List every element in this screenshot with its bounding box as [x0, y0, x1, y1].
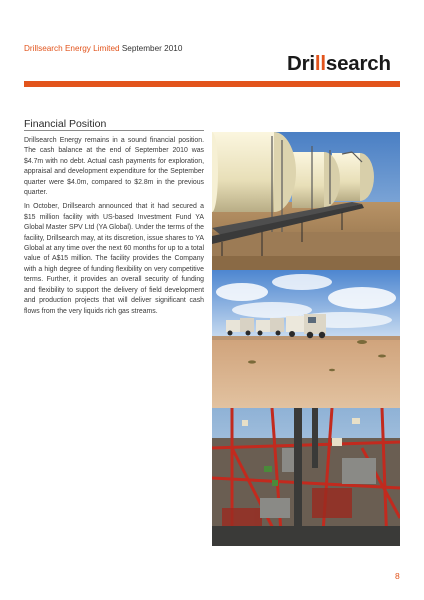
drilling-rig-image	[212, 408, 400, 546]
page-number: 8	[395, 571, 400, 581]
drillsearch-logo	[287, 52, 391, 76]
section-title: Financial Position	[24, 118, 107, 130]
photo-desert-trucks	[212, 270, 400, 408]
header-line	[24, 44, 182, 53]
paragraph-2: In October, Drillsearch announced that it had secured a $15 million facility with US-based Investment Fund YA Global Master SPV Ltd (YA Global). Under the terms of the facility, Drillsearch may, at its discretion, issue shares to YA Global at any time over the next 60 months for up to a total value of A$15 million. The facility provides the Company with a high degree of funding flexibility on very competitive terms. Further, it provides an overall security of funding and flexibility to support the delivery of field development and production projects that will deliver significant cash flows from the very liquids rich gas streams.	[24, 203, 204, 315]
header-accent-bar	[24, 81, 400, 87]
storage-tanks-image	[212, 132, 400, 270]
logo-text-a: Dri	[287, 52, 315, 75]
paragraph-1: Drillsearch Energy remains in a sound financial position. The cash balance at the end of September 2010 was $4.7m with no debt. Actual cash payments for exploration, appraisal and development expenditure for the September quarter were $4.0m, compared to $2.8m in the previous quarter.	[24, 137, 204, 197]
section-title-rule	[24, 130, 204, 131]
photo-storage-tanks	[212, 132, 400, 270]
header-company: Drillsearch Energy Limited	[24, 44, 120, 53]
body-text	[24, 136, 204, 321]
photo-drilling-rig	[212, 408, 400, 546]
logo-mark: ll	[314, 52, 326, 75]
desert-trucks-image	[212, 270, 400, 408]
logo-text-b: search	[325, 52, 391, 75]
header-date: September 2010	[121, 44, 183, 53]
